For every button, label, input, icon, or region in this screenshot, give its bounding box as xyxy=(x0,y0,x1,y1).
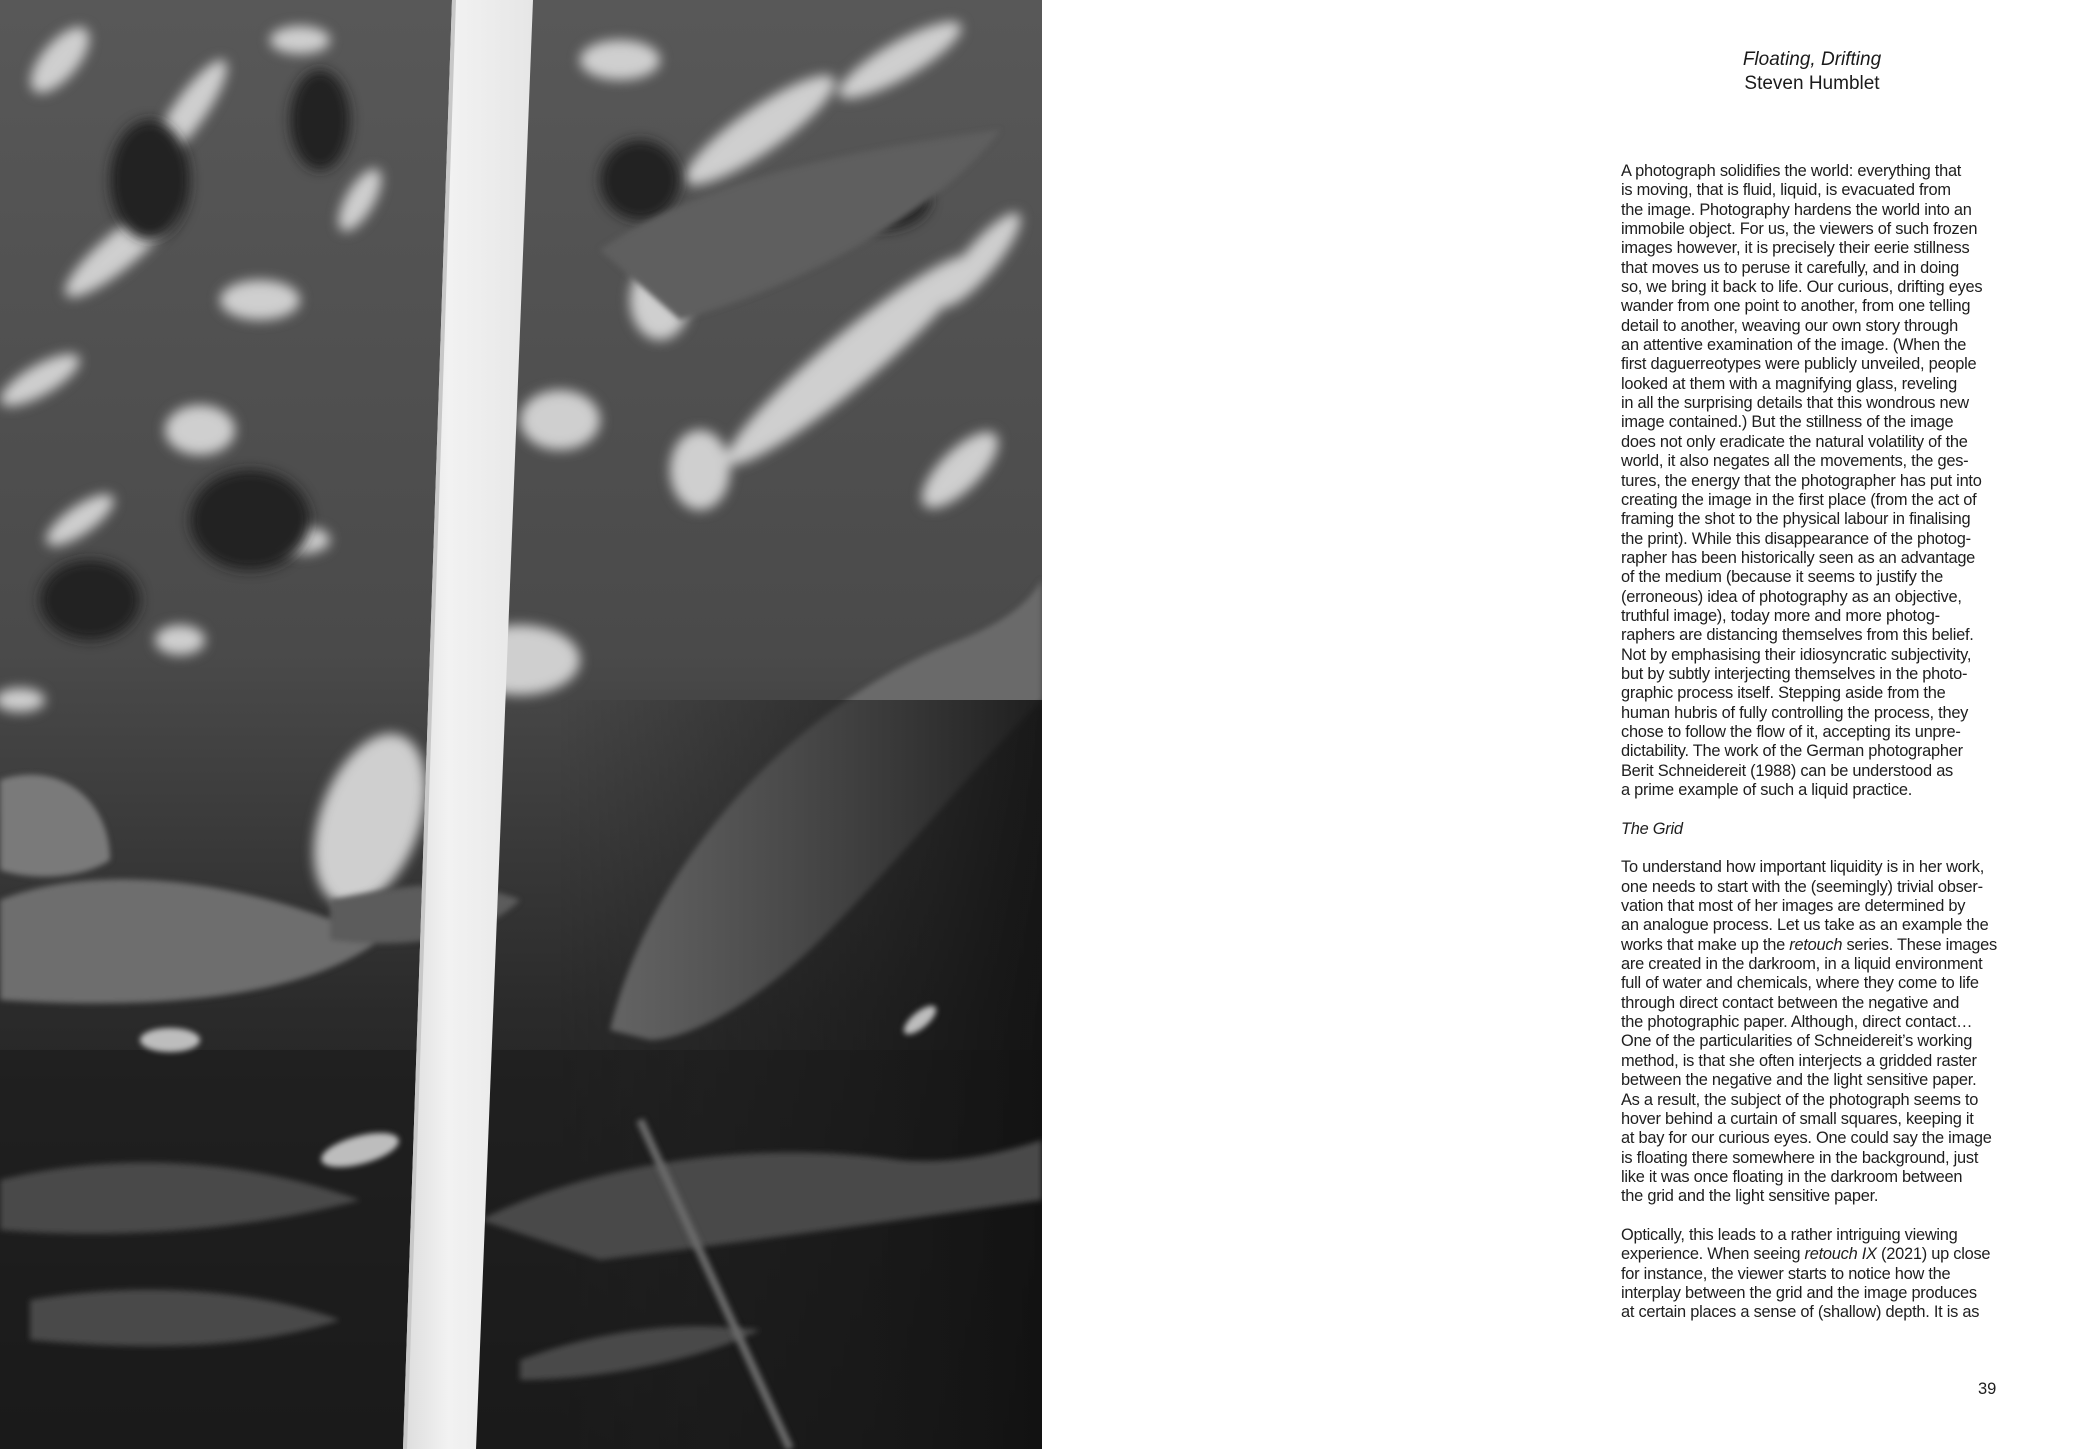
text-line: a prime example of such a liquid practice. xyxy=(1621,781,1913,799)
text-line: Not by emphasising their idiosyncratic subjectivity, xyxy=(1621,645,1972,664)
text-line: image contained.) But the stillness of the image xyxy=(1621,413,1954,432)
text-line: graphic process itself. Stepping aside from the xyxy=(1621,684,1946,703)
text-line: detail to another, weaving our own story through xyxy=(1621,316,1958,335)
text-line: an attentive examination of the image. (When the xyxy=(1621,336,1967,355)
text-run: works that make up the xyxy=(1621,935,1790,954)
text-line: Optically, this leads to a rather intriguing viewing xyxy=(1621,1225,1958,1244)
foliage-photograph xyxy=(0,0,1042,1449)
text-line xyxy=(1621,936,2011,955)
text-line: human hubris of fully controlling the process, they xyxy=(1621,703,1969,722)
text-line: To understand how important liquidity is in her work, xyxy=(1621,858,1985,877)
text-line: As a result, the subject of the photograph seems to xyxy=(1621,1090,1979,1109)
text-line: first daguerreotypes were publicly unveiled, people xyxy=(1621,355,1977,374)
text-line: immobile object. For us, the viewers of such frozen xyxy=(1621,220,1978,239)
text-line: for instance, the viewer starts to notice how the xyxy=(1621,1264,1951,1283)
text-line: truthful image), today more and more photog- xyxy=(1621,606,1940,625)
text-run: series. These images xyxy=(1842,935,1997,954)
italic-work-title: retouch xyxy=(1789,935,1843,954)
text-line: method, is that she often interjects a gridded raster xyxy=(1621,1051,1977,1070)
text-line: One of the particularities of Schneidereit’s working xyxy=(1621,1032,1973,1051)
text-line: like it was once floating in the darkroom between xyxy=(1621,1167,1963,1186)
text-line: hover behind a curtain of small squares, keeping it xyxy=(1621,1109,1974,1128)
text-line: between the negative and the light sensitive paper. xyxy=(1621,1071,1977,1090)
text-line: are created in the darkroom, in a liquid environment xyxy=(1621,955,1983,974)
page-number: 39 xyxy=(1978,1380,1997,1398)
text-line: images however, it is precisely their eerie stillness xyxy=(1621,239,1970,258)
text-line: looked at them with a magnifying glass, reveling xyxy=(1621,374,1958,393)
text-line: an analogue process. Let us take as an example the xyxy=(1621,916,1989,935)
text-line: so, we bring it back to life. Our curious, drifting eyes xyxy=(1621,278,1983,297)
text-line: is moving, that is fluid, liquid, is evacuated from xyxy=(1621,181,1951,200)
text-run: (2021) up close xyxy=(1876,1245,1991,1264)
text-line: Berit Schneidereit (1988) can be understood as xyxy=(1621,761,1954,780)
text-line: that moves us to peruse it carefully, and in doing xyxy=(1621,258,1959,277)
text-line: wander from one point to another, from one telling xyxy=(1621,297,1971,316)
text-line: but by subtly interjecting themselves in the photo- xyxy=(1621,664,1968,683)
text-line: raphers are distancing themselves from this belief. xyxy=(1621,626,1974,645)
text-line: full of water and chemicals, where they come to life xyxy=(1621,974,1979,993)
text-line: dictability. The work of the German photographer xyxy=(1621,742,1963,761)
italic-work-title: retouch IX xyxy=(1804,1245,1877,1264)
text-line: tures, the energy that the photographer has put into xyxy=(1621,471,1982,490)
article-header xyxy=(1612,48,2012,96)
text-line: the photographic paper. Although, direct contact… xyxy=(1621,1013,1973,1032)
text-line: of the medium (because it seems to justify the xyxy=(1621,568,1943,587)
text-line: vation that most of her images are determined by xyxy=(1621,897,1966,916)
text-line: chose to follow the flow of it, accepting its unpre- xyxy=(1621,722,1961,741)
text-line: creating the image in the first place (from the act of xyxy=(1621,490,1977,509)
text-line xyxy=(1621,1245,2011,1264)
text-line: the image. Photography hardens the world into an xyxy=(1621,200,1972,219)
text-line: interplay between the grid and the image produces xyxy=(1621,1283,1977,1302)
article-author: Steven Humblet xyxy=(1744,73,1880,94)
paragraph-intro xyxy=(1621,162,2011,800)
text-line: through direct contact between the negative and xyxy=(1621,993,1960,1012)
text-run: experience. When seeing xyxy=(1621,1245,1805,1264)
paragraph-optically xyxy=(1621,1226,2011,1323)
text-line: in all the surprising details that this wondrous new xyxy=(1621,394,1969,413)
section-heading: The Grid xyxy=(1621,819,1683,838)
article-title: Floating, Drifting xyxy=(1742,49,1882,70)
text-line: world, it also negates all the movements, the ges- xyxy=(1621,452,1969,471)
paragraph-grid xyxy=(1621,858,2011,1206)
foliage-photo-illustration xyxy=(0,0,1042,1449)
text-line: at certain places a sense of (shallow) depth. It is as xyxy=(1621,1303,1980,1322)
text-line: framing the shot to the physical labour in finalising xyxy=(1621,510,1971,529)
text-line: the grid and the light sensitive paper. xyxy=(1621,1187,1879,1206)
text-line: the print). While this disappearance of the photog- xyxy=(1621,529,1971,548)
text-line: at bay for our curious eyes. One could say the image xyxy=(1621,1129,1992,1148)
text-line: (erroneous) idea of photography as an objective, xyxy=(1621,587,1962,606)
text-line: A photograph solidifies the world: everything that xyxy=(1621,162,1962,180)
text-line: does not only eradicate the natural volatility of the xyxy=(1621,432,1968,451)
text-line: one needs to start with the (seemingly) trivial obser- xyxy=(1621,877,1983,896)
text-line: is floating there somewhere in the background, just xyxy=(1621,1148,1979,1167)
article-body xyxy=(1621,162,2011,1342)
text-line: rapher has been historically seen as an advantage xyxy=(1621,548,1976,567)
